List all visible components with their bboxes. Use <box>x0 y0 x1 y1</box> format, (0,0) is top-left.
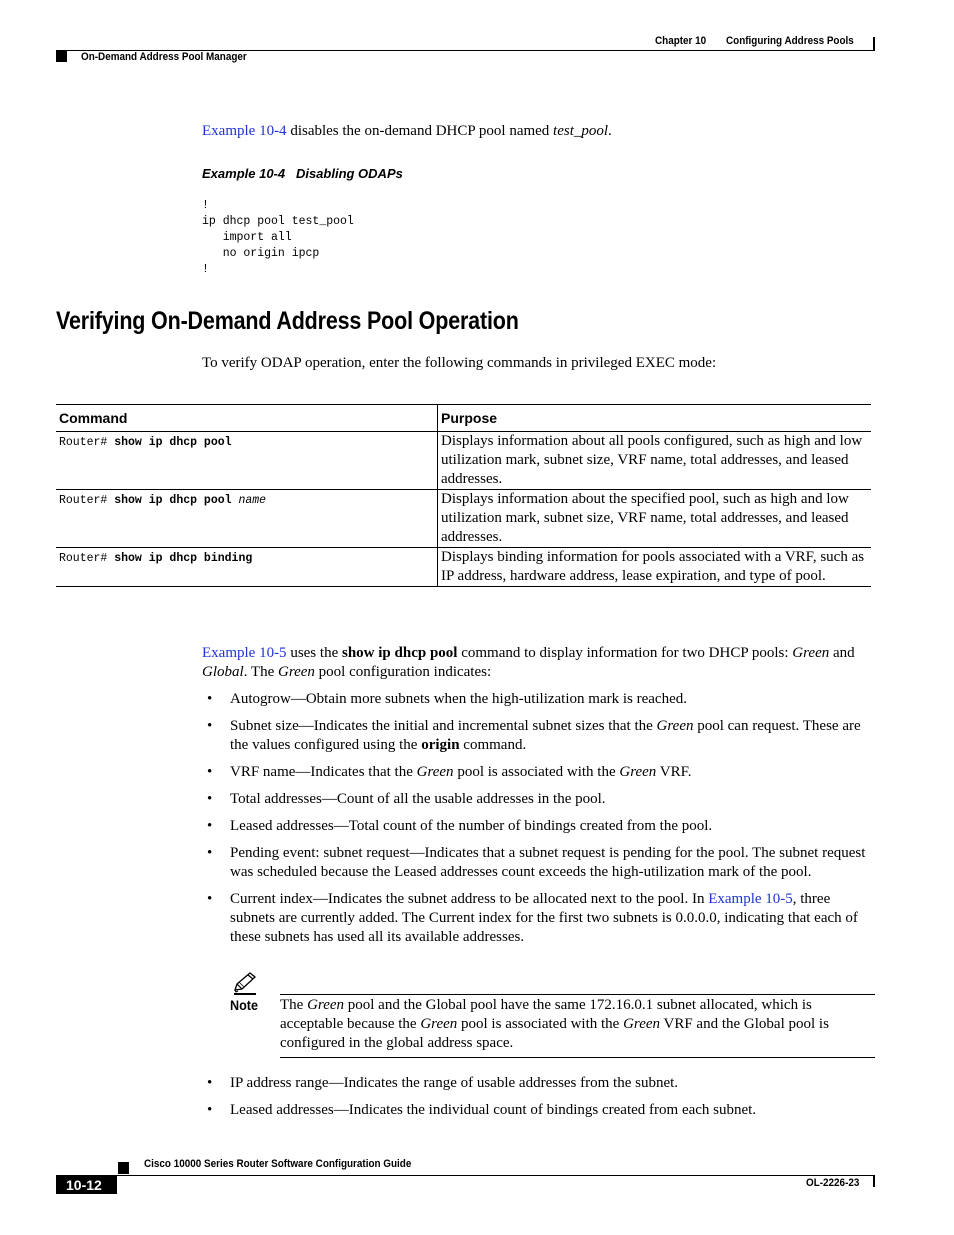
note-label: Note <box>230 997 259 1013</box>
note-text: The Green pool and the Global pool have the same 172.16.0.1 subnet allocated, which is acceptable because the Green pool is associated with the Green VRF and the Global pool is configured in the global address space. <box>280 997 829 1051</box>
header-chapter: Chapter 10 <box>655 35 707 47</box>
list-item: • VRF name—Indicates that the Green pool is associated with the Green VRF. <box>202 763 874 782</box>
cli-prompt: Router# <box>59 436 115 449</box>
cli-argument: name <box>238 494 267 507</box>
table-row <box>56 432 871 490</box>
note-pencil-icon <box>232 971 258 1000</box>
example-10-4-link[interactable]: Example 10-4 <box>202 123 287 139</box>
list-item: • Leased addresses—Total count of the number of bindings created from the pool. <box>202 817 874 836</box>
purpose-cell: Displays information about all pools configured, such as high and low utilization mark, subnet size, VRF name, total addresses, and leased addresses. <box>441 433 863 487</box>
note-bottom-rule <box>280 1057 875 1058</box>
command-table <box>56 404 871 587</box>
table-row <box>56 490 871 548</box>
command-cell <box>56 432 438 490</box>
command-cell <box>56 548 438 587</box>
cli-command: show ip dhcp pool <box>114 436 232 449</box>
example-10-5-paragraph: Example 10-5 uses the show ip dhcp pool command to display information for two DHCP pools: Green and Global. The Green pool configuration indicates: <box>202 645 855 680</box>
header-chapter-title: Configuring Address Pools <box>726 35 854 47</box>
example-code-block: ! ip dhcp pool test_pool import all no origin ipcp ! <box>202 199 354 276</box>
footer-doc-number: OL-2226-23 <box>806 1177 860 1189</box>
purpose-cell: Displays binding information for pools associated with a VRF, such as IP address, hardware address, lease expiration, and type of pool. <box>441 549 865 584</box>
page-number: 10-12 <box>66 1177 102 1193</box>
footer-marker <box>118 1162 129 1174</box>
verify-intro: To verify ODAP operation, enter the following commands in privileged EXEC mode: <box>202 355 717 371</box>
example-caption: Example 10-4 Disabling ODAPs <box>202 166 403 181</box>
note-top-rule <box>280 994 875 995</box>
footer-rule <box>56 1175 874 1176</box>
header-section: On-Demand Address Pool Manager <box>81 51 247 63</box>
footer-rule-tick <box>873 1175 875 1187</box>
intro-paragraph: Example 10-4 disables the on-demand DHCP pool named test_pool. <box>202 123 612 139</box>
bullet-list-continued <box>202 1074 874 1128</box>
footer-guide-title: Cisco 10000 Series Router Software Configuration Guide <box>144 1158 412 1170</box>
command-table-wrapper <box>56 404 871 587</box>
header-rule-tick <box>873 37 875 51</box>
list-item: • Pending event: subnet request—Indicates that a subnet request is pending for the pool. The subnet request was scheduled because the Leased addresses count exceeds the high-utilization mark of the pool. <box>202 844 874 882</box>
list-item: • Autogrow—Obtain more subnets when the high-utilization mark is reached. <box>202 690 874 709</box>
cli-prompt: Router# <box>59 494 115 507</box>
list-item: • Leased addresses—Indicates the individual count of bindings created from each subnet. <box>202 1101 874 1120</box>
section-heading: Verifying On-Demand Address Pool Operation <box>56 307 519 335</box>
example-10-5-link[interactable]: Example 10-5 <box>202 645 287 661</box>
cli-command: show ip dhcp pool <box>114 494 239 507</box>
column-header-command: Command <box>56 405 438 432</box>
purpose-cell: Displays information about the specified pool, such as high and low utilization mark, subnet size, VRF name, total addresses, and leased addresses. <box>441 491 849 545</box>
cli-prompt: Router# <box>59 552 115 565</box>
table-row <box>56 548 871 587</box>
example-10-5-link-inline[interactable]: Example 10-5 <box>708 891 793 907</box>
bullet-list <box>202 690 874 955</box>
list-item: • Subnet size—Indicates the initial and incremental subnet sizes that the Green pool can request. These are the values configured using the origin command. <box>202 717 874 755</box>
command-cell <box>56 490 438 548</box>
list-item: • Current index—Indicates the subnet address to be allocated next to the pool. In Example 10-5, three subnets are currently added. The Current index for the first two subnets is 0.0.0.0, indicating that each of these subnets has used all its available addresses. <box>202 890 874 947</box>
column-header-purpose: Purpose <box>441 409 498 426</box>
list-item: • IP address range—Indicates the range of usable addresses from the subnet. <box>202 1074 874 1093</box>
list-item: • Total addresses—Count of all the usable addresses in the pool. <box>202 790 874 809</box>
header-marker <box>56 51 67 62</box>
cli-command: show ip dhcp binding <box>114 552 253 565</box>
